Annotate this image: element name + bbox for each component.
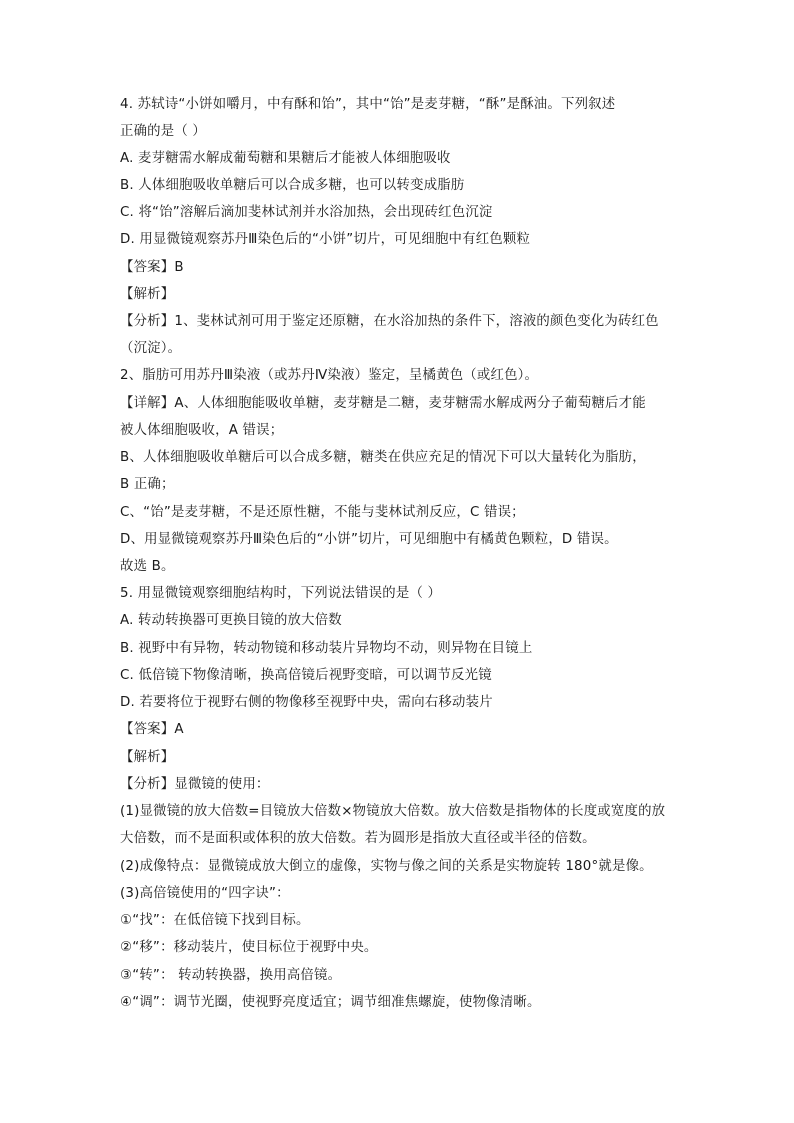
q5-fenxi-line5: (3)高倍镜使用的“四字诀”：	[120, 886, 290, 901]
q5-answer: 【答案】A	[120, 722, 184, 737]
q4-fenxi-line3: 2、脂肪可用苏丹Ⅲ染液（或苏丹Ⅳ染液）鉴定，呈橘黄色（或红色）。	[120, 368, 539, 383]
q5-option-d: D. 若要将位于视野右侧的物像移至视野中央，需向右移动装片	[120, 695, 493, 710]
q4-xiangjie-line3: B、人体细胞吸收单糖后可以合成多糖，糖类在供应充足的情况下可以大量转化为脂肪，	[120, 450, 646, 465]
q4-option-c: C. 将“饴”溶解后滴加斐林试剂并水浴加热，会出现砖红色沉淀	[120, 205, 493, 220]
q5-step-1: ①“找”：在低倍镜下找到目标。	[120, 913, 310, 928]
q4-xiangjie-line6: D、用显微镜观察苏丹Ⅲ染色后的“小饼”切片，可见细胞中有橘黄色颗粒，D 错误。	[120, 532, 618, 547]
q5-fenxi-line2: (1)显微镜的放大倍数=目镜放大倍数×物镜放大倍数。放大倍数是指物体的长度或宽度的放	[120, 804, 666, 819]
q4-xiangjie-line2: 被人体细胞吸收，A 错误；	[120, 423, 284, 438]
q5-fenxi-line1: 【分析】显微镜的使用：	[120, 777, 270, 792]
q4-analysis-label: 【解析】	[120, 287, 175, 302]
q4-answer: 【答案】B	[120, 260, 184, 275]
q4-xiangjie-line5: C、“饴”是麦芽糖，不是还原性糖，不能与斐林试剂反应，C 错误；	[120, 505, 525, 520]
q4-option-a: A. 麦芽糖需水解成葡萄糖和果糖后才能被人体细胞吸收	[120, 151, 451, 166]
q4-xiangjie-line1: 【详解】A、人体细胞能吸收单糖，麦芽糖是二糖，麦芽糖需水解成两分子葡萄糖后才能	[120, 396, 646, 411]
q5-option-c: C. 低倍镜下物像清晰，换高倍镜后视野变暗，可以调节反光镜	[120, 668, 492, 683]
q4-option-d: D. 用显微镜观察苏丹Ⅲ染色后的“小饼”切片，可见细胞中有红色颗粒	[120, 232, 531, 247]
q5-step-4: ④“调”：调节光圈，使视野亮度适宜；调节细准焦螺旋，使物像清晰。	[120, 995, 541, 1010]
q5-fenxi-line3: 大倍数，而不是面积或体积的放大倍数。若为圆形是指放大直径或半径的倍数。	[120, 831, 596, 846]
q5-stem: 5. 用显微镜观察细胞结构时，下列说法错误的是（ ）	[120, 586, 442, 601]
q4-xiangjie-line4: B 正确；	[120, 477, 175, 492]
q5-option-b: B. 视野中有异物，转动物镜和移动装片异物均不动，则异物在目镜上	[120, 641, 533, 656]
q4-fenxi-line1: 【分析】1、斐林试剂可用于鉴定还原糖，在水浴加热的条件下，溶液的颜色变化为砖红色	[120, 314, 659, 329]
q5-step-2: ②“移”：移动装片，使目标位于视野中央。	[120, 940, 378, 955]
q4-stem-line1: 4. 苏轼诗“小饼如嚼月，中有酥和饴”，其中“饴”是麦芽糖，“酥”是酥油。下列叙述	[120, 97, 616, 112]
q5-fenxi-line4: (2)成像特点：显微镜成放大倒立的虚像，实物与像之间的关系是实物旋转 180°就是像。	[120, 859, 653, 874]
q5-step-3: ③“转”： 转动转换器，换用高倍镜。	[120, 968, 342, 983]
q4-option-b: B. 人体细胞吸收单糖后可以合成多糖，也可以转变成脂肪	[120, 178, 465, 193]
q4-conclusion: 故选 B。	[120, 559, 175, 574]
q4-fenxi-line2: （沉淀）。	[120, 341, 182, 356]
q5-analysis-label: 【解析】	[120, 750, 175, 765]
q5-option-a: A. 转动转换器可更换目镜的放大倍数	[120, 613, 342, 628]
q4-stem-line2: 正确的是（ ）	[120, 124, 206, 139]
